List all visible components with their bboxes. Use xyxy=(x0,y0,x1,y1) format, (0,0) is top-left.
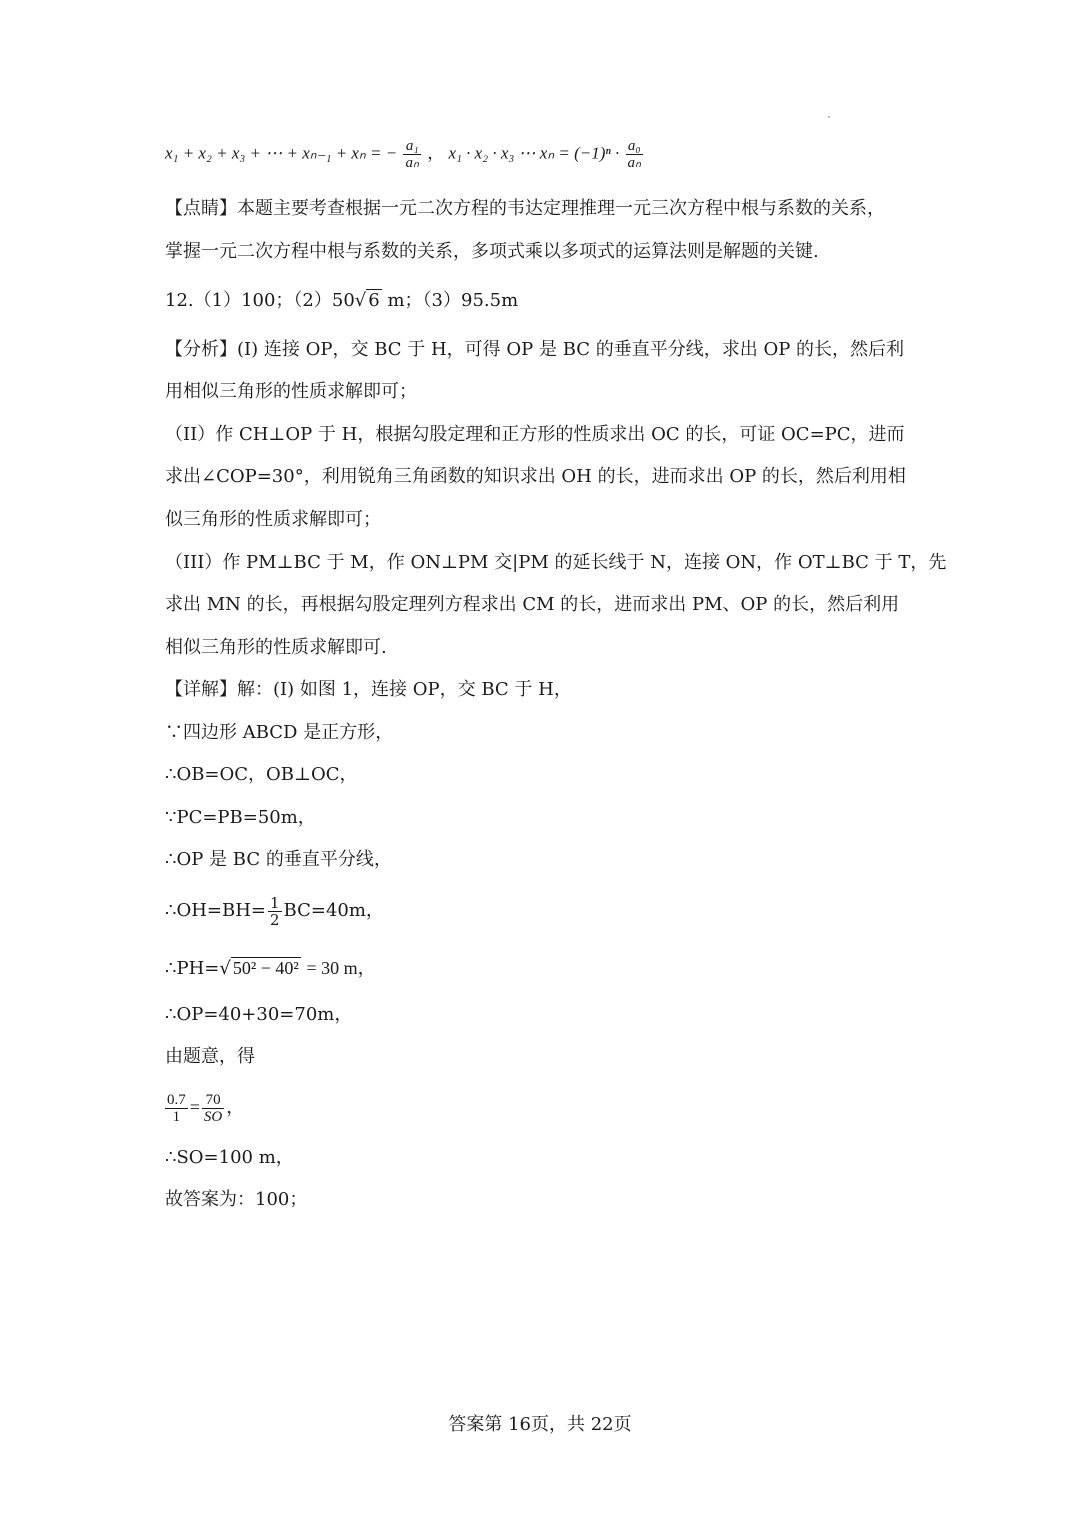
detail-line-3: ∴OB=OC，OB⊥OC， xyxy=(165,764,358,785)
prod-denominator: aₙ xyxy=(627,155,641,171)
analysis-p2-line-3: 似三角形的性质求解即可； xyxy=(165,509,381,530)
ratio-equals: = xyxy=(189,1097,200,1117)
analysis-p3-line-2: 求出 MN 的长，再根据勾股定理列方程求出 CM 的长，进而求出 PM、OP 的长，然后利用 xyxy=(165,594,900,615)
dianjing-line-1: 【点睛】本题主要考查根据一元二次方程的韦达定理推理一元三次方程中根与系数的关系， xyxy=(165,198,885,219)
ph-sqrt: √ 50² − 40² xyxy=(219,958,299,979)
ratio-num-1: 0.7 xyxy=(167,1092,186,1109)
ratio-num-2: 70 xyxy=(202,1092,224,1109)
half-numerator: 1 xyxy=(270,893,280,912)
ratio-comma: ， xyxy=(226,1097,245,1117)
ratio-den-2: SO xyxy=(203,1109,223,1126)
ratio-fraction-1 xyxy=(165,1092,188,1125)
sum-lhs: x₁ + x₂ + x₃ + ⋯ + xₙ₋₁ + xₙ = − xyxy=(165,143,398,163)
prod-lhs: x₁ · x₂ · x₃ ⋯ xₙ = (−1)ⁿ · xyxy=(448,143,620,163)
ph-label: ∴PH= xyxy=(165,958,220,979)
page-footer: 答案第 16页，共 22页 xyxy=(448,1414,632,1435)
detail-line-7 xyxy=(165,953,376,984)
detail-line-9: 由题意，得 xyxy=(165,1046,255,1067)
answer-12-prefix: 12.（1）100；（2）50 xyxy=(165,290,355,311)
oh-bh-label: ∴OH=BH= xyxy=(165,900,266,921)
ph-result: = 30 m， xyxy=(306,958,376,978)
answer-12-line xyxy=(165,289,518,313)
analysis-p3-line-1: （III）作 PM⊥BC 于 M，作 ON⊥PM 交|PM 的延长线于 N，连接 ON，作 OT⊥BC 于 T，先 xyxy=(165,552,947,573)
sqrt-6: √ 6 xyxy=(354,290,380,311)
detail-line-1: 【详解】解：(I) 如图 1，连接 OP，交 BC 于 H， xyxy=(165,679,572,700)
detail-line-6 xyxy=(165,888,384,934)
bc-40m: BC=40m， xyxy=(283,900,384,921)
sum-fraction xyxy=(403,138,420,171)
detail-line-11: ∴SO=100 m， xyxy=(165,1147,294,1168)
half-denominator: 2 xyxy=(270,910,280,929)
detail-line-10 xyxy=(165,1084,244,1130)
analysis-p2-line-2: 求出∠COP=30°，利用锐角三角函数的知识求出 OH 的长，进而求出 OP 的长，然后利用相 xyxy=(165,466,906,487)
analysis-p3-line-3: 相似三角形的性质求解即可. xyxy=(165,637,387,658)
analysis-p1-line-2: 用相似三角形的性质求解即可； xyxy=(165,381,417,402)
analysis-p1-line-1: 【分析】(I) 连接 OP，交 BC 于 H，可得 OP 是 BC 的垂直平分线，求出 OP 的长，然后利 xyxy=(165,339,905,360)
speck-mark xyxy=(828,116,830,118)
dianjing-line-2: 掌握一元二次方程中根与系数的关系，多项式乘以多项式的运算法则是解题的关键. xyxy=(165,241,819,262)
analysis-p2-line-1: （II）作 CH⊥OP 于 H，根据勾股定理和正方形的性质求出 OC 的长，可证 OC=PC，进而 xyxy=(165,424,905,445)
half-fraction xyxy=(268,895,282,928)
formula-separator: ， xyxy=(427,143,445,163)
sum-denominator: aₙ xyxy=(405,155,419,171)
sum-numerator: a₁ xyxy=(403,138,420,155)
detail-line-4: ∵PC=PB=50m， xyxy=(165,807,316,828)
answer-12-suffix: m；（3）95.5m xyxy=(387,290,519,311)
detail-line-8: ∴OP=40+30=70m， xyxy=(165,1004,353,1025)
prod-numerator: a₀ xyxy=(626,138,643,155)
ratio-den-1: 1 xyxy=(172,1109,181,1126)
detail-line-2: ∵四边形 ABCD 是正方形， xyxy=(165,722,394,743)
detail-line-5: ∴OP 是 BC 的垂直平分线， xyxy=(165,849,392,870)
prod-fraction xyxy=(626,138,643,171)
vieta-formula-line xyxy=(165,138,645,171)
ratio-fraction-2 xyxy=(202,1092,224,1125)
detail-line-12: 故答案为：100； xyxy=(165,1189,308,1210)
